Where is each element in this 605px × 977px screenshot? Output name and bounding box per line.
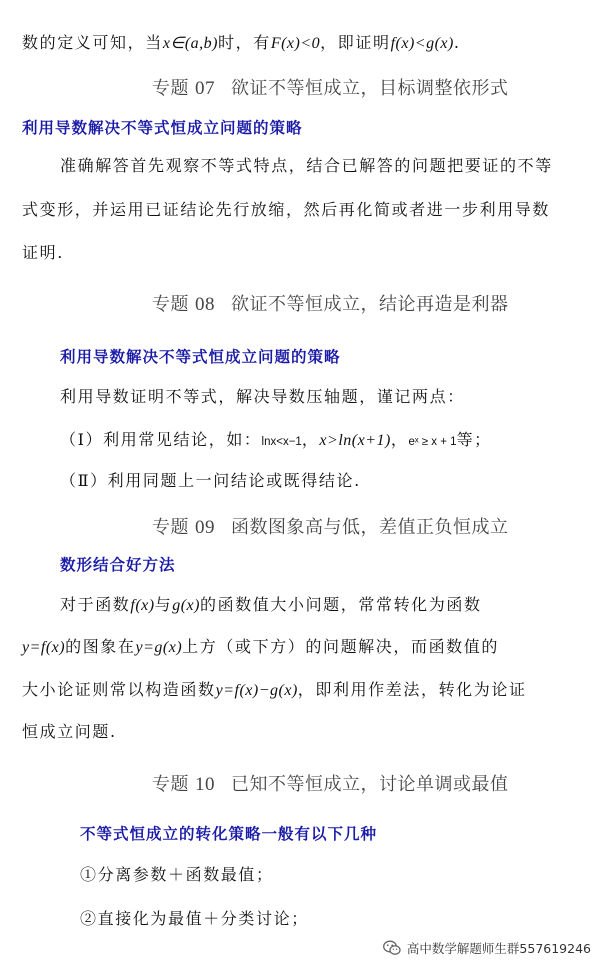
section-09-line-4: 恒成立问题.: [22, 722, 117, 741]
intro-math-c: f(x)<g(x): [390, 35, 454, 52]
section-07-line-2: 式变形，并运用已证结论先行放缩，然后再化简或者进一步利用导数: [22, 200, 551, 219]
section-08-title: 欲证不等恒成立，结论再造是利器: [231, 294, 509, 315]
watermark: [383, 939, 591, 957]
section-09-number: 09: [195, 517, 215, 538]
intro-text-c: ，即证明: [320, 33, 391, 52]
section-07-title: 欲证不等恒成立，目标调整依形式: [231, 78, 509, 99]
intro-text-a: 数的定义可知，当: [22, 33, 163, 52]
section-09-text-5: 上方（或下方）的问题解决，而函数值的: [182, 637, 499, 656]
section-10-item-2: ②直接化为最值＋分类讨论；: [80, 909, 309, 928]
section-09-heading: [152, 513, 509, 539]
section-09-line-2: [22, 634, 499, 657]
section-08-number: 08: [195, 294, 215, 315]
section-10-strategy: 不等式恒成立的转化策略一般有以下几种: [80, 825, 378, 843]
section-08-line-1: 利用导数证明不等式，解决导数压轴题，谨记两点：: [60, 387, 465, 406]
section-09-line-3: [22, 677, 527, 700]
section-08-heading: [152, 290, 509, 316]
section-08-formula-3: eˣ ≥ x + 1: [408, 436, 457, 448]
section-10-number: 10: [195, 774, 215, 795]
section-09-prefix: 专题: [152, 517, 189, 538]
section-08-line-3: （Ⅱ）利用同题上一问结论或既得结论.: [60, 471, 361, 490]
intro-text-b: 时，有: [218, 33, 271, 52]
section-08-line-2-text: （Ⅰ）利用常见结论，如：: [60, 430, 262, 449]
section-08-formula-2: x>ln(x+1): [319, 432, 391, 449]
section-09-y-eq-f: y=f(x): [22, 639, 66, 656]
section-09-text-3: 的函数值大小问题，常常转化为函数: [199, 595, 482, 614]
intro-math-b: F(x)<0: [270, 35, 321, 52]
section-07-prefix: 专题: [152, 78, 189, 99]
section-09-text-6: 大小论证则常以构造函数: [22, 680, 216, 699]
section-09-text-1: 对于函数: [60, 595, 131, 614]
section-07-heading: [152, 74, 509, 100]
section-10-item-1: ①分离参数＋函数最值；: [80, 865, 274, 884]
intro-math-a: x∈(a,b): [162, 35, 219, 52]
section-08-sep-1: ，: [301, 430, 320, 449]
section-08-sep-2: ，: [390, 430, 409, 449]
wechat-icon: [383, 940, 401, 956]
intro-line: [22, 30, 461, 53]
section-07-line-3: 证明.: [22, 243, 64, 262]
section-07-number: 07: [195, 78, 215, 99]
section-09-text-7: ，即利用作差法，转化为论证: [297, 680, 527, 699]
section-09-difference-function: y=f(x)−g(x): [215, 682, 298, 699]
section-08-strategy: 利用导数解决不等式恒成立问题的策略: [60, 348, 341, 366]
section-10-title: 已知不等恒成立，讨论单调或最值: [231, 774, 509, 795]
section-09-g-of-x: g(x): [172, 597, 200, 614]
section-09-text-2: 与: [154, 595, 173, 614]
watermark-text: 高中数学解题师生群557619246: [406, 941, 591, 956]
section-09-strategy: 数形结合好方法: [60, 556, 176, 574]
intro-text-d: .: [453, 33, 461, 52]
section-09-text-4: 的图象在: [65, 637, 136, 656]
section-08-line-2-end: 等；: [456, 430, 492, 449]
section-07-strategy: 利用导数解决不等式恒成立问题的策略: [22, 119, 303, 137]
section-07-line-1: 准确解答首先观察不等式特点，结合已解答的问题把要证的不等: [60, 156, 553, 175]
section-09-line-1: [60, 592, 482, 615]
section-08-line-2: [60, 427, 492, 450]
section-10-heading: [152, 770, 509, 796]
section-10-prefix: 专题: [152, 774, 189, 795]
section-09-f-of-x: f(x): [130, 597, 155, 614]
section-09-y-eq-g: y=g(x): [135, 639, 183, 656]
section-08-prefix: 专题: [152, 294, 189, 315]
section-09-title: 函数图象高与低，差值正负恒成立: [231, 517, 509, 538]
section-08-formula-1: lnx<x−1: [261, 436, 302, 448]
